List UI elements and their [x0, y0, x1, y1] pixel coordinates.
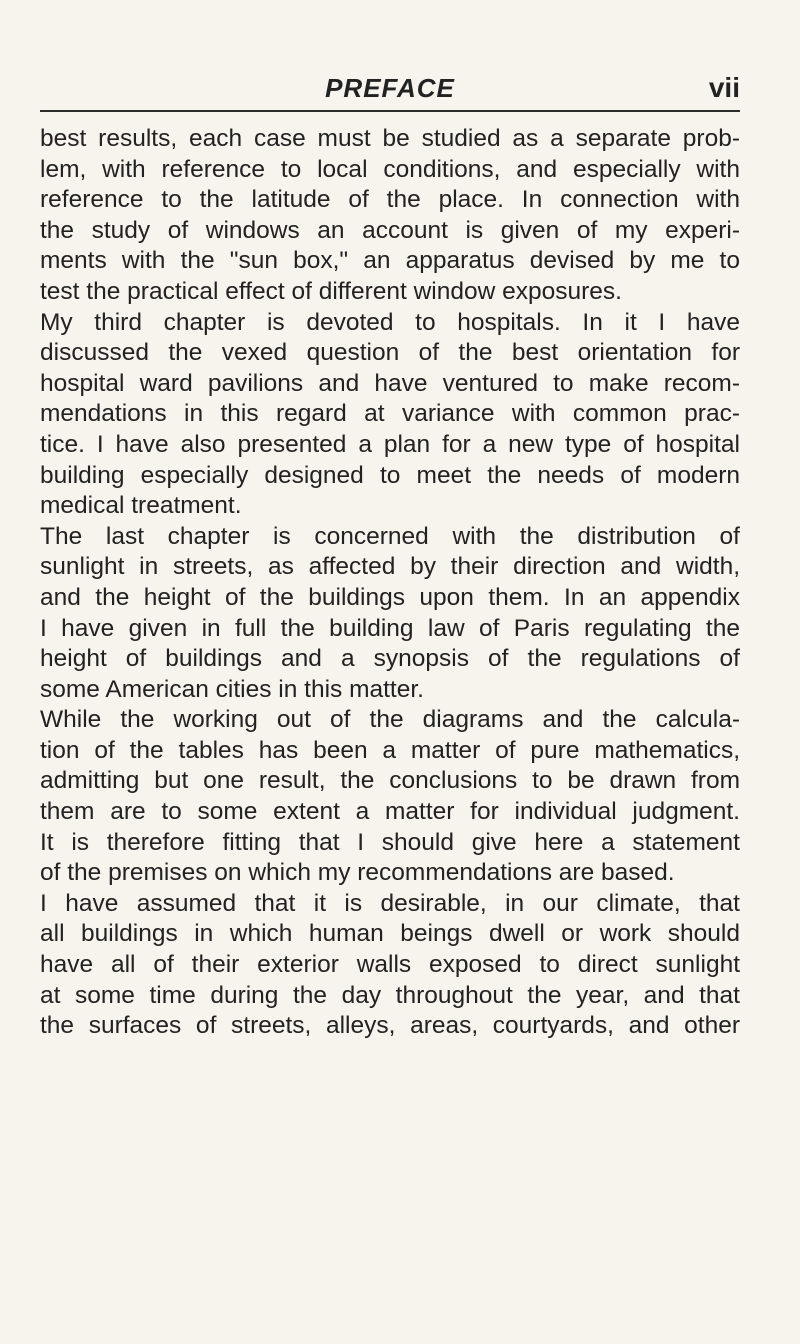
text-line: lem, with reference to local conditions, and especially with [40, 155, 740, 183]
text-line: of the premises on which my recommendations are based. [40, 859, 675, 887]
text-line: them are to some extent a matter for individual judgment. [40, 798, 740, 826]
text-line: sunlight in streets, as affected by their direction and width, [40, 553, 740, 581]
running-head: PREFACE [325, 73, 455, 103]
text-line: discussed the vexed question of the best orientation for [40, 339, 740, 367]
text-line: and the height of the buildings upon them. In an appendix [40, 583, 740, 611]
text-line: height of buildings and a synopsis of the regulations of [40, 645, 740, 673]
text-line: medical treatment. [40, 492, 242, 520]
text-line: ments with the "sun box," an apparatus devised by me to [40, 247, 740, 275]
text-line: the study of windows an account is given of my experi- [40, 216, 740, 244]
text-line: I have assumed that it is desirable, in our climate, that [40, 889, 740, 917]
text-line: admitting but one result, the conclusions to be drawn from [40, 767, 740, 795]
text-line: test the practical effect of different window exposures. [40, 277, 622, 305]
text-line: mendations in this regard at variance with common prac- [40, 400, 740, 428]
text-line: tion of the tables has been a matter of pure mathematics, [40, 736, 740, 764]
text-line: the surfaces of streets, alleys, areas, courtyards, and other [40, 1012, 740, 1040]
text-line: best results, each case must be studied as a separate prob- [40, 125, 740, 152]
text-line: It is therefore fitting that I should give here a statement [40, 828, 740, 856]
text-line: reference to the latitude of the place. In connection with [40, 186, 740, 214]
text-line: The last chapter is concerned with the distribution of [40, 522, 740, 550]
text-line: at some time during the day throughout the year, and that [40, 981, 740, 1009]
page-header [40, 70, 740, 112]
text-line: have all of their exterior walls exposed to direct sunlight [40, 951, 740, 979]
text-line: hospital ward pavilions and have ventured to make recom- [40, 369, 740, 397]
text-line: building especially designed to meet the needs of modern [40, 461, 740, 489]
text-line: While the working out of the diagrams and the calcula- [40, 706, 740, 734]
text-line: tice. I have also presented a plan for a new type of hospital [40, 430, 740, 458]
text-line: I have given in full the building law of Paris regulating the [40, 614, 740, 642]
text-line: My third chapter is devoted to hospitals. In it I have [40, 308, 740, 336]
text-line: some American cities in this matter. [40, 675, 424, 703]
text-line: all buildings in which human beings dwell or work should [40, 920, 740, 948]
page-number: vii [708, 72, 740, 103]
preface-body-text [40, 124, 740, 1042]
